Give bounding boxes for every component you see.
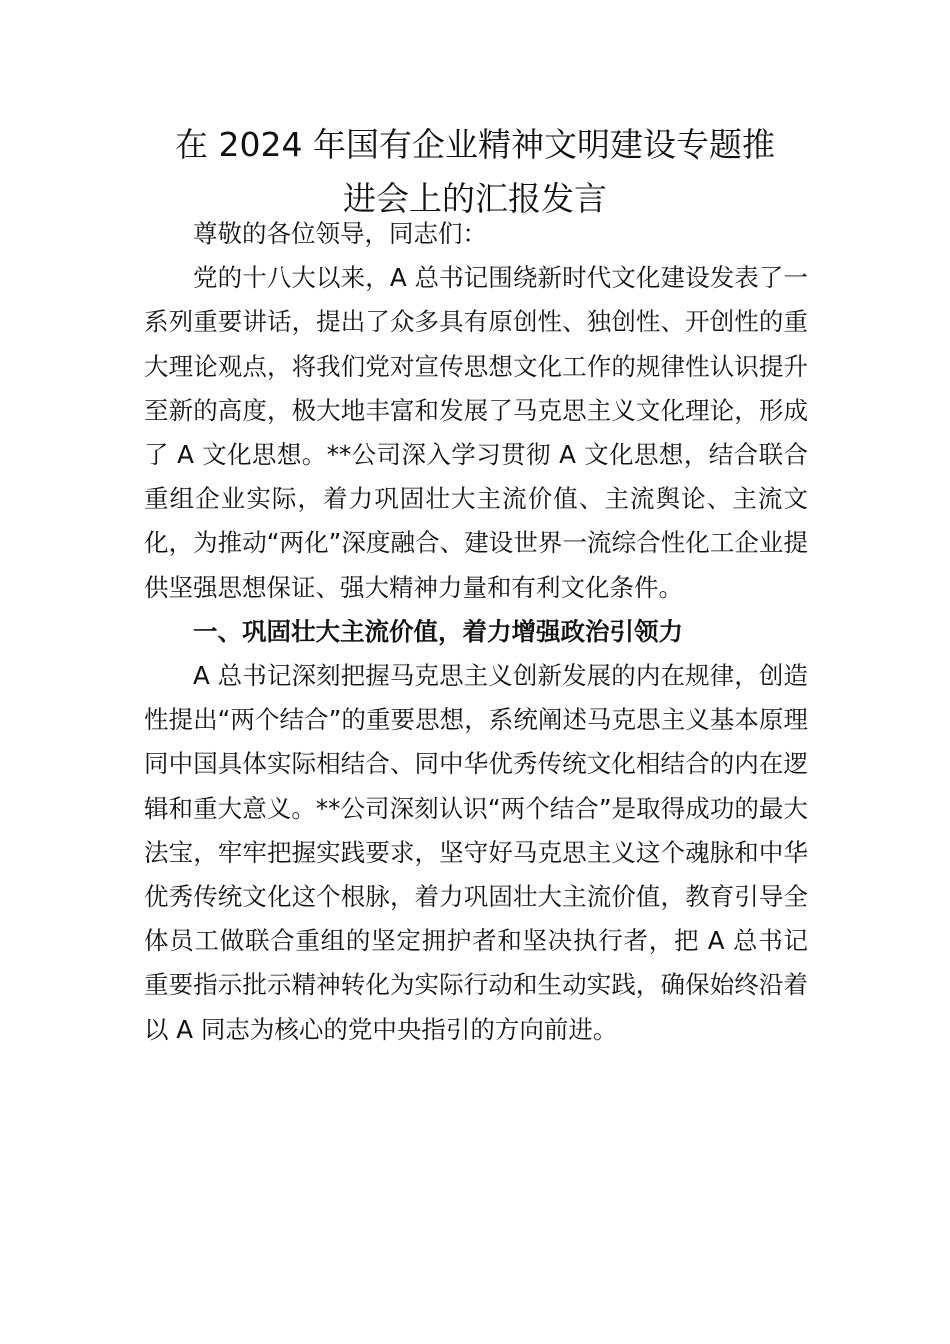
section-heading-1: 一、巩固壮大主流价值，着力增强政治引领力 [193, 616, 683, 646]
section-1-paragraph: A 总书记深刻把握马克思主义创新发展的内在规律，创造性提出“两个结合”的重要思想，系统阐述马克思主义基本原理同中国具体实际相结合、同中华优秀传统文化相结合的内在逻辑和重大意义。**公司深刻认识“两个结合”是取得成功的最大法宝，牢牢把握实践要求，坚守好马克思主义这个魂脉和中华优秀传统文化这个根脉，着力巩固壮大主流价值，教育引导全体员工做联合重组的坚定拥护者和坚决执行者，把 A 总书记重要指示批示精神转化为实际行动和生动实践，确保始终沿着以 A 同志为核心的党中央指引的方向前进。 [144, 661, 808, 1044]
document-body [144, 212, 808, 1052]
title-line-2: 进会上的汇报发言 [343, 179, 607, 218]
title-line-1: 在 2024 年国有企业精神文明建设专题推 [175, 125, 775, 164]
intro-paragraph: 党的十八大以来，A 总书记围绕新时代文化建设发表了一系列重要讲话，提出了众多具有原创性、独创性、开创性的重大理论观点，将我们党对宣传思想文化工作的规律性认识提升至新的高度，极大地丰富和发展了马克思主义文化理论，形成了 A 文化思想。**公司深入学习贯彻 A 文化思想，结合联合重组企业实际，着力巩固壮大主流价值、主流舆论、主流文化，为推动“两化”深度融合、建设世界一流综合性化工企业提供坚强思想保证、强大精神力量和有利文化条件。 [144, 263, 808, 602]
salutation: 尊敬的各位领导，同志们： [193, 219, 487, 248]
document-title [140, 118, 810, 226]
